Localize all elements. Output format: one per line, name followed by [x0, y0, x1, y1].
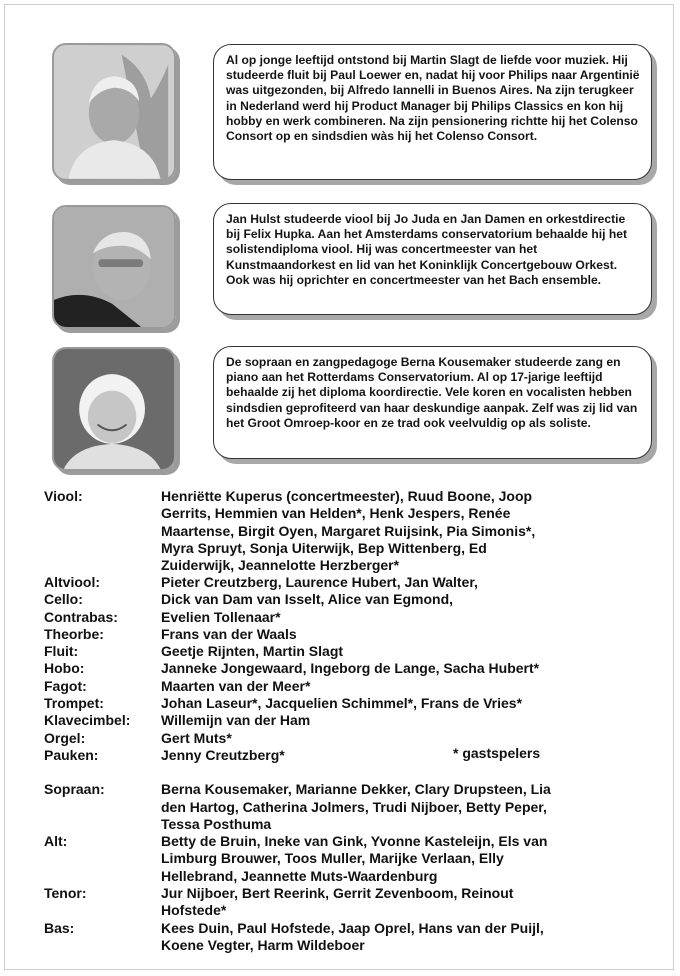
roster-row-bas — [44, 920, 664, 955]
roster-row-theorbe — [44, 626, 664, 643]
section-label: Alt: — [44, 833, 68, 850]
section-names: Maarten van der Meer* — [161, 677, 311, 694]
section-label: Trompet: — [44, 695, 104, 712]
section-label: Fagot: — [44, 677, 87, 694]
roster-row-alt — [44, 833, 664, 885]
portrait-photo-1 — [52, 43, 176, 181]
roster-row-pauken — [44, 747, 664, 764]
section-names: Henriëtte Kuperus (concertmeester), Ruud Boone, Joop Gerrits, Hemmien van Helden*, Henk Jespers, Renée Maartense, Birgit Oyen, Margaret Ruijsink, Pia Simonis*, Myra Spruyt, Sonja Uiterwijk, Bep Wittenberg, Ed Zuiderwijk, Jeannelotte Herzberger* — [161, 488, 536, 574]
roster-row-orgel — [44, 730, 664, 747]
section-label: Pauken: — [44, 746, 99, 763]
roster-row-tenor — [44, 885, 664, 920]
bio-box-3 — [213, 346, 652, 459]
roster-row-klavecimbel — [44, 712, 664, 729]
section-names: Frans van der Waals — [161, 625, 297, 642]
roster-row-sopraan — [44, 781, 664, 833]
section-names: Berna Kousemaker, Marianne Dekker, Clary Drupsteen, Lia den Hartog, Catherina Jolmers, Trudi Nijboer, Betty Peper, Tessa Posthuma — [161, 781, 551, 832]
bio-box-2 — [213, 203, 652, 315]
section-names: Geetje Rijnten, Martin Slagt — [161, 643, 344, 660]
section-names: Gert Muts* — [161, 729, 232, 746]
portrait-image — [54, 207, 174, 327]
section-label: Cello: — [44, 591, 83, 608]
roster-row-contrabas — [44, 609, 664, 626]
section-names: Jenny Creutzberg* — [161, 746, 285, 763]
section-names: Jur Nijboer, Bert Reerink, Gerrit Zevenboom, Reinout Hofstede* — [161, 885, 514, 919]
bio-text: De sopraan en zangpedagoge Berna Kousemaker studeerde zang en piano aan het Rotterdams Conservatorium. Al op 17-jarige leeftijd behaalde zij het diploma koordirectie. Vele koren en vocalisten hebben sindsdien geprofiteerd van haar deskundige aanpak. Zelf was zij lid van het Groot Omroep-koor en ze trad ook veelvuldig op als soliste. — [226, 355, 638, 430]
portrait-image — [54, 45, 174, 179]
section-label: Klavecimbel: — [44, 712, 131, 729]
section-label: Fluit: — [44, 643, 79, 660]
roster-row-fagot — [44, 678, 664, 695]
bio-text: Al op jonge leeftijd ontstond bij Martin Slagt de liefde voor muziek. Hij studeerde fluit bij Paul Loewer en, nadat hij voor Philips naar Argentinië was uitgezonden, bij Alfredo Iannelli in Buenos Aires. Na zijn terugkeer in Nederland werd hij Product Manager bij Philips Classics en kon hij hobby en werk combineren. Na zijn pensionering richtte hij het Colenso Consort op en sindsdien wàs hij het Colenso Consort. — [226, 53, 640, 144]
section-label: Theorbe: — [44, 625, 104, 642]
roster-row-cello — [44, 591, 664, 608]
section-names: Janneke Jongewaard, Ingeborg de Lange, Sacha Hubert* — [161, 660, 540, 677]
bio-text: Jan Hulst studeerde viool bij Jo Juda en Jan Damen en orkestdirectie bij Felix Hupka. Aan het Amsterdams conservatorium behaalde hij het solistendiploma viool. Hij was concertmeester van het Kunstmaandorkest en lid van het Koninklijk Concertgebouw Orkest. Ook was hij oprichter en concertmeester van het Bach ensemble. — [226, 212, 627, 287]
section-names: Pieter Creutzberg, Laurence Hubert, Jan Walter, — [161, 574, 478, 590]
section-label: Tenor: — [44, 885, 87, 902]
section-label: Bas: — [44, 919, 75, 936]
section-names: Evelien Tollenaar* — [161, 608, 281, 625]
section-names: Kees Duin, Paul Hofstede, Jaap Oprel, Hans van der Puijl, Koene Vegter, Harm Wildeboer — [161, 919, 544, 953]
section-label: Sopraan: — [44, 781, 105, 798]
section-label: Hobo: — [44, 660, 85, 677]
section-label: Orgel: — [44, 729, 86, 746]
roster-row-altviool — [44, 574, 664, 591]
musician-roster — [44, 488, 664, 954]
roster-row-hobo — [44, 660, 664, 677]
section-spacer — [44, 764, 664, 781]
guest-players-note: * gastspelers — [453, 745, 541, 761]
bio-box-1 — [213, 44, 652, 180]
roster-row-fluit — [44, 643, 664, 660]
section-names: Betty de Bruin, Ineke van Gink, Yvonne Kasteleijn, Els van Limburg Brouwer, Toos Muller, Marijke Verlaan, Elly Hellebrand, Jeannette Muts-Waardenburg — [161, 833, 548, 884]
section-label: Altviool: — [44, 574, 100, 590]
portrait-image — [54, 349, 174, 469]
section-names: Dick van Dam van Isselt, Alice van Egmond, — [161, 591, 454, 608]
roster-row-trompet — [44, 695, 664, 712]
section-label: Contrabas: — [44, 608, 118, 625]
section-names: Johan Laseur*, Jacquelien Schimmel*, Frans de Vries* — [161, 695, 523, 712]
section-names: Willemijn van der Ham — [161, 712, 311, 729]
section-label: Viool: — [44, 488, 83, 504]
portrait-photo-3 — [52, 347, 176, 471]
portrait-photo-2 — [52, 205, 176, 329]
roster-row-viool — [44, 488, 664, 574]
